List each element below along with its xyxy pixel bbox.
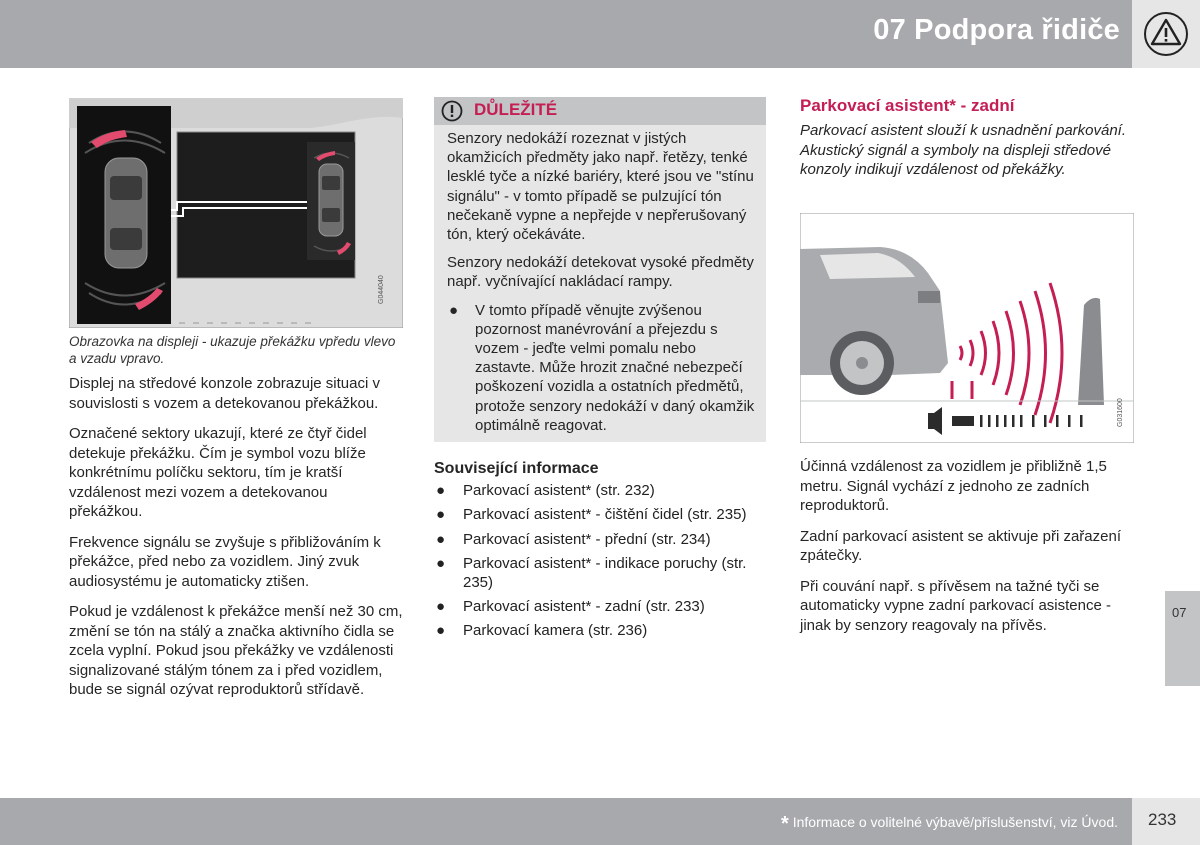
bullet-icon: ●	[436, 554, 446, 572]
related-link-text: Parkovací asistent* - zadní (str. 233)	[463, 598, 705, 616]
related-info	[434, 459, 766, 646]
related-link[interactable]	[434, 505, 766, 524]
page-number-box	[1132, 798, 1200, 845]
car-top-view-large	[105, 158, 147, 268]
bullet-icon: ●	[449, 301, 459, 319]
display-illustration	[69, 98, 403, 328]
related-link-text: Parkovací asistent* - indikace poruchy (str. 235)	[463, 554, 747, 592]
important-title: DŮLEŽITÉ	[474, 100, 558, 119]
page-header	[0, 0, 1200, 68]
related-list	[434, 481, 766, 640]
important-body	[447, 129, 759, 444]
paragraph: Zadní parkovací asistent se aktivuje při zařazení zpátečky.	[800, 527, 1121, 564]
related-link-text: Parkovací asistent* - přední (str. 234)	[463, 530, 711, 548]
related-link-text: Parkovací kamera (str. 236)	[463, 622, 648, 640]
section-title: Parkovací asistent* - zadní	[800, 96, 1015, 115]
related-link[interactable]	[434, 597, 766, 616]
related-link[interactable]	[434, 554, 766, 592]
figure-code: G031600	[1117, 398, 1124, 427]
car-top-view-small	[319, 164, 343, 236]
figure-caption: Obrazovka na displeji - ukazuje překážku vpředu vlevo a vzadu vpravo.	[69, 334, 396, 366]
footnote	[781, 813, 1118, 836]
chapter-tab[interactable]	[1165, 591, 1200, 686]
exclamation-icon	[441, 100, 463, 122]
page-footer	[0, 798, 1200, 845]
related-link-text: Parkovací asistent* - čištění čidel (str. 235)	[463, 506, 747, 524]
bullet-icon: ●	[436, 482, 446, 500]
bullet-icon: ●	[436, 598, 446, 616]
footnote-star: *	[780, 813, 789, 835]
bullet-icon: ●	[436, 622, 446, 640]
paragraph: Senzory nedokáží detekovat vysoké předměty např. vyčnívající nakládací rampy.	[447, 254, 754, 291]
bullet-icon: ●	[436, 530, 446, 548]
paragraph: Při couvání např. s přívěsem na tažné tyči se automaticky vypne zadní parkovací asistence - jinak by senzory reagovaly na přívěs.	[800, 577, 1111, 634]
important-header	[434, 97, 766, 125]
rear-parking-illustration	[800, 213, 1134, 443]
right-column-text	[800, 457, 1134, 646]
page-number: 233	[1148, 810, 1177, 829]
important-bullets	[447, 301, 759, 435]
warning-box	[1132, 0, 1200, 68]
related-link[interactable]	[434, 530, 766, 549]
paragraph: Pokud je vzdálenost k překážce menší než 30 cm, změní se tón na stálý a značka aktivního čidla se zcela vyplní. Pokud jsou překážky ve vzdálenosti signalizované stálým tónem za i před vozidlem, bude se signál ozývat reproduktorů střídavě.	[69, 603, 403, 698]
paragraph: Displej na středové konzole zobrazuje situaci v souvislosti s vozem a detekovanou překážkou.	[69, 375, 380, 412]
chapter-tab-label: 07	[1172, 605, 1187, 620]
related-title: Související informace	[434, 460, 599, 477]
chapter-title: 07 Podpora řidiče	[873, 14, 1120, 46]
figure-code: G044040	[378, 275, 385, 304]
important-notice-box	[434, 97, 766, 442]
paragraph: Frekvence signálu se zvyšuje s přibližováním k překážce, před nebo za vozidlem. Jiný zvuk audiosystému je automaticky ztišen.	[69, 533, 381, 590]
related-link-text: Parkovací asistent* (str. 232)	[463, 482, 655, 500]
list-item-text: V tomto případě věnujte zvýšenou pozornost manévrování a přejezdu s vozem - jeďte velmi pomalu nebo zastavte. Může hrozit značné nebezpečí poškození vozidla a ostatních předmětů, protože senzory nedokáží v daný okamžik optimálně reagovat.	[475, 301, 755, 434]
bullet-icon: ●	[436, 506, 446, 524]
left-column-text	[69, 374, 403, 711]
paragraph: Účinná vzdálenost za vozidlem je přibližně 1,5 metru. Signál vychází z jednoho ze zadních reproduktorů.	[800, 458, 1107, 514]
warning-triangle-icon	[1143, 11, 1189, 57]
list-item	[447, 301, 759, 435]
paragraph: Označené sektory ukazují, které ze čtyř čidel detekuje překážku. Čím je symbol vozu blíže konkrétnímu políčku sektoru, tím je kratší vzdálenost mezi vozem a detekovanou překážkou.	[69, 425, 367, 520]
related-link[interactable]	[434, 481, 766, 500]
section-intro: Parkovací asistent slouží k usnadnění parkování. Akustický signál a symboly na displeji středové konzoly indikují vzdálenost od překážky.	[800, 122, 1127, 178]
paragraph: Senzory nedokáží rozeznat v jistých okamžicích předměty jako např. řetězy, tenké lesklé tyče a nízké bariéry, které jsou ve "stínu signálu" - v tomto případě se pulzující tón nečekaně vypne a nepřejde v nepřerušovaný tón, který očekáváte.	[447, 130, 754, 244]
related-link[interactable]	[434, 621, 766, 640]
footnote-text: Informace o volitelné výbavě/příslušenství, viz Úvod.	[792, 814, 1118, 830]
